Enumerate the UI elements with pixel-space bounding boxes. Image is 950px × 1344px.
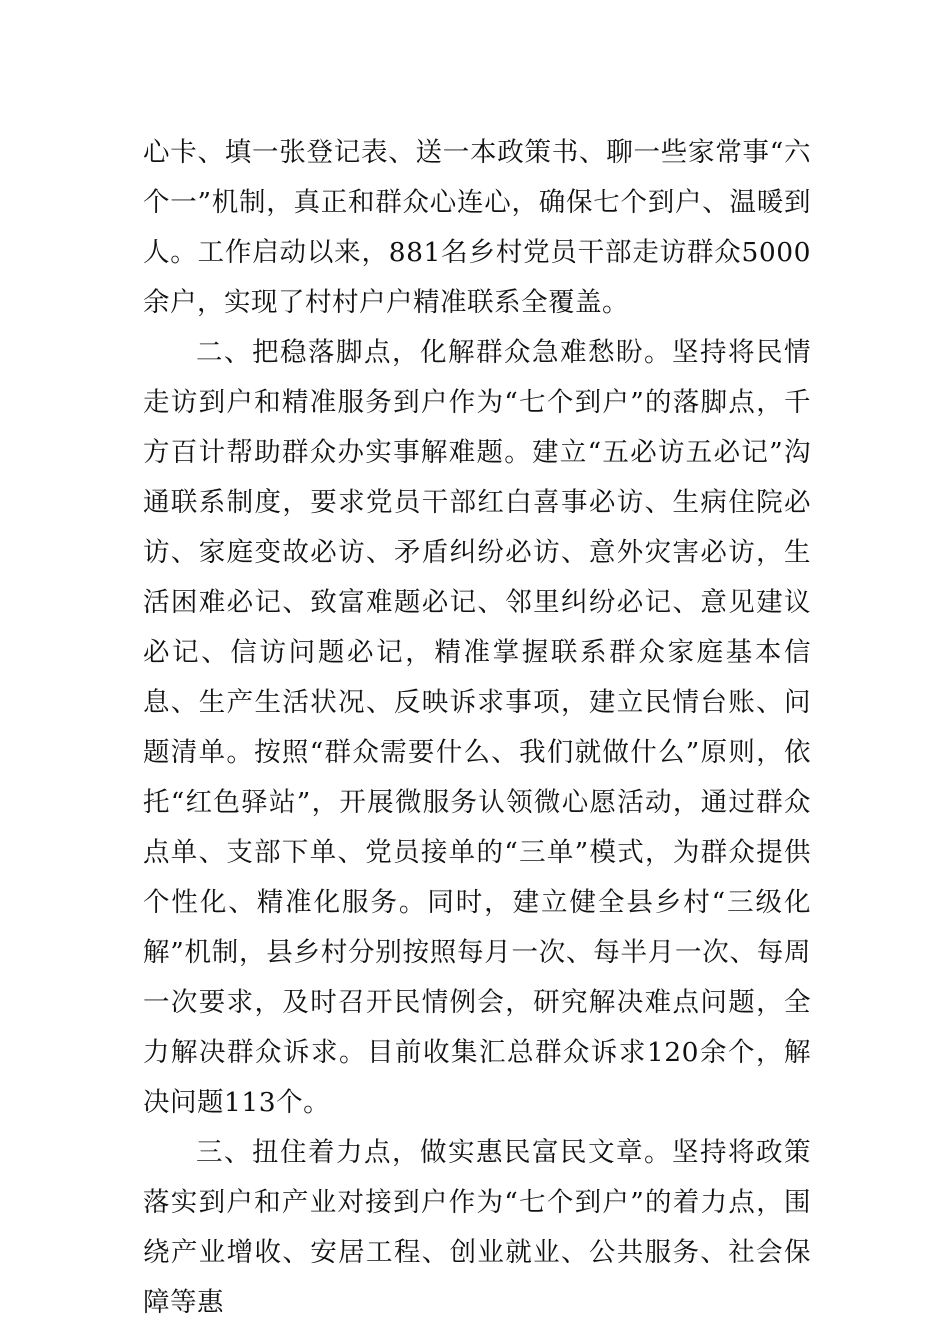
paragraph-continuation: 心卡、填一张登记表、送一本政策书、聊一些家常事“六个一”机制，真正和群众心连心，确保七个到户、温暖到人。工作启动以来，881名乡村党员干部走访群众5000余户，实现了村村户户精准联系全覆盖。 <box>143 137 811 318</box>
document-body <box>143 128 811 1328</box>
paragraph-section-two: 二、把稳落脚点，化解群众急难愁盼。坚持将民情走访到户和精准服务到户作为“七个到户”的落脚点，千方百计帮助群众办实事解难题。建立“五必访五必记”沟通联系制度，要求党员干部红白喜事必访、生病住院必访、家庭变故必访、矛盾纠纷必访、意外灾害必访，生活困难必记、致富难题必记、邻里纠纷必记、意见建议必记、信访问题必记，精准掌握联系群众家庭基本信息、生产生活状况、反映诉求事项，建立民情台账、问题清单。按照“群众需要什么、我们就做什么”原则，依托“红色驿站”，开展微服务认领微心愿活动，通过群众点单、支部下单、党员接单的“三单”模式，为群众提供个性化、精准化服务。同时，建立健全县乡村“三级化解”机制，县乡村分别按照每月一次、每半月一次、每周一次要求，及时召开民情例会，研究解决难点问题，全力解决群众诉求。目前收集汇总群众诉求120余个，解决问题113个。 <box>143 337 811 1118</box>
paragraph-section-three: 三、扭住着力点，做实惠民富民文章。坚持将政策落实到户和产业对接到户作为“七个到户”的着力点，围绕产业增收、安居工程、创业就业、公共服务、社会保障等惠 <box>143 1137 811 1318</box>
